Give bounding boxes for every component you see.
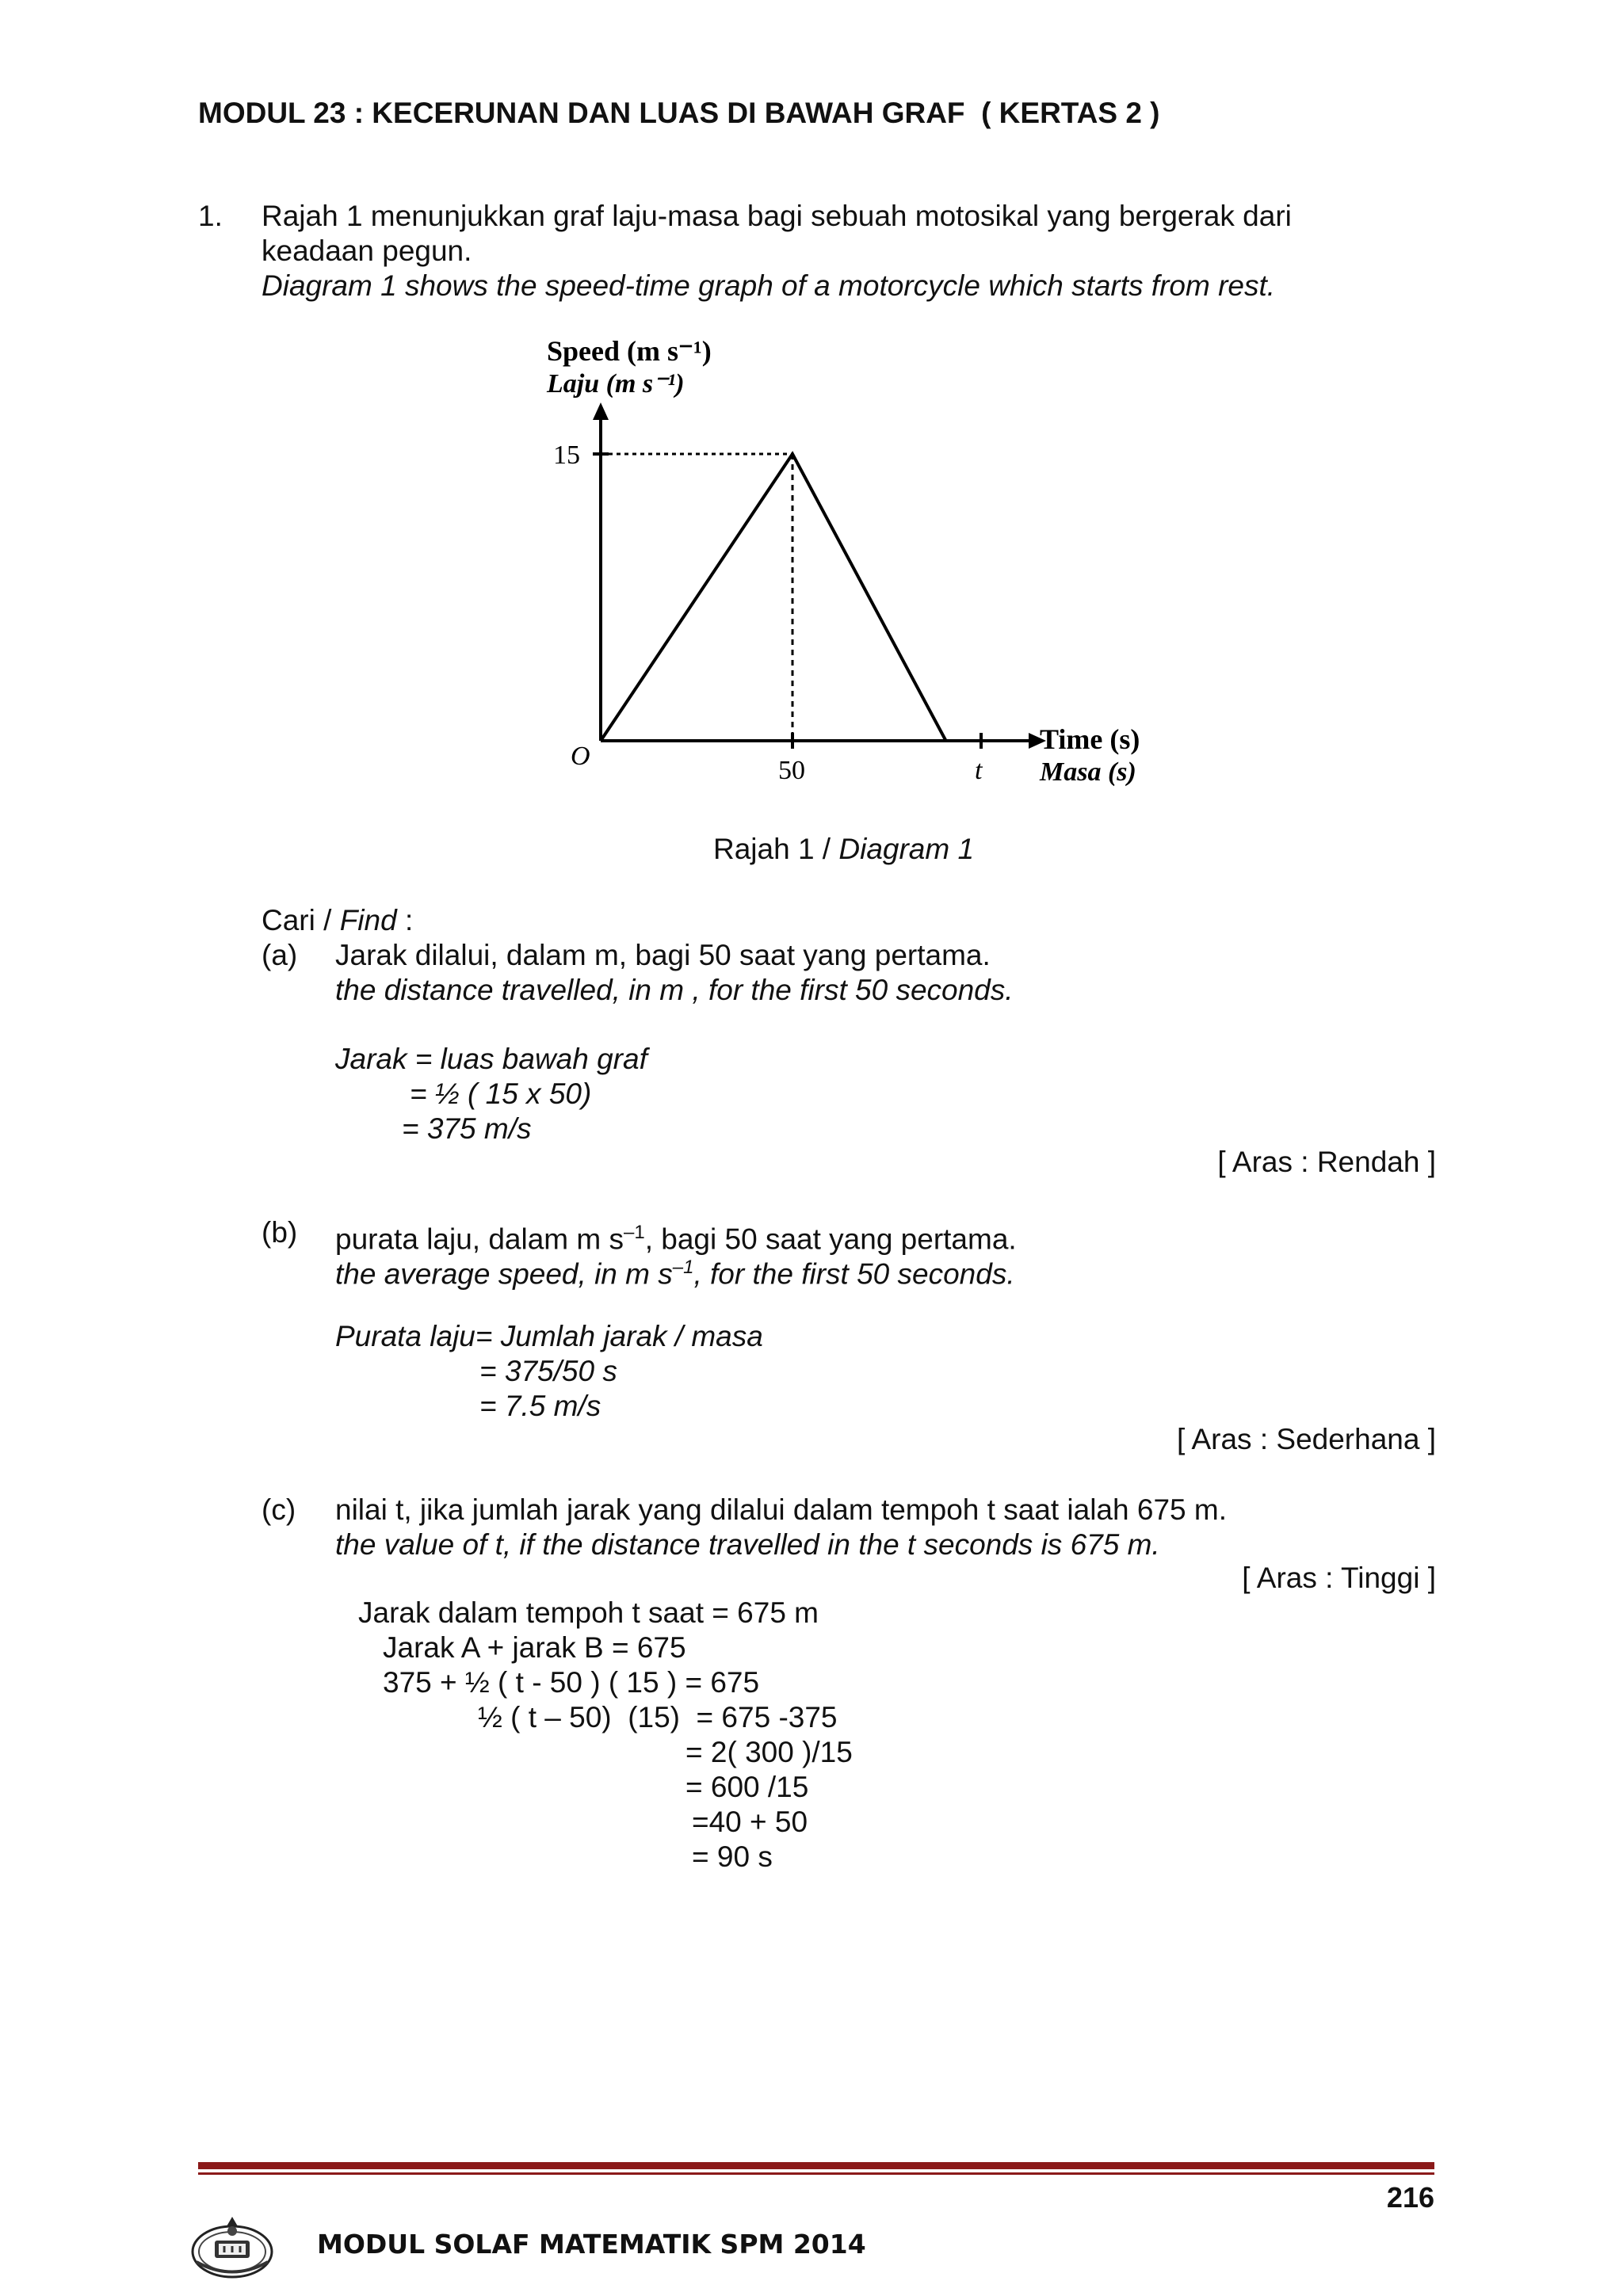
speed-time-line (601, 454, 946, 741)
part-c-answer-line1: Jarak dalam tempoh t saat = 675 m (358, 1596, 819, 1629)
origin-label: O (571, 742, 590, 771)
question-intro-english: Diagram 1 shows the speed-time graph of a motorcycle which starts from rest. (262, 269, 1276, 302)
caption-malay: Rajah 1 / (713, 833, 839, 865)
question-number: 1. (198, 200, 223, 232)
part-a-question-malay: Jarak dilalui, dalam m, bagi 50 saat yang pertama. (335, 939, 991, 971)
part-a-answer-line1: Jarak = luas bawah graf (335, 1043, 647, 1075)
x-tick-label-50: 50 (778, 756, 805, 785)
part-a-label: (a) (262, 939, 298, 971)
part-b-question-english (335, 1250, 1015, 1291)
page-number: 216 (1386, 2181, 1434, 2214)
y-tick-label-15: 15 (553, 441, 580, 470)
part-c-label: (c) (262, 1493, 296, 1526)
x-tick-label-t: t (975, 756, 983, 785)
x-axis-label-english: Time (s) (1040, 723, 1140, 755)
part-b-level: [ Aras : Sederhana ] (1176, 1423, 1436, 1455)
part-b-question-malay-text: purata laju, dalam m s (335, 1222, 624, 1256)
school-crest-logo (189, 2203, 276, 2282)
find-english: Find (339, 904, 397, 936)
y-axis-arrow-icon (593, 402, 609, 420)
part-b-answer-line2: = 375/50 s (479, 1355, 617, 1387)
part-a-level: [ Aras : Rendah ] (1217, 1146, 1436, 1178)
find-colon: : (396, 904, 414, 936)
part-c-answer-line7: =40 + 50 (692, 1806, 808, 1838)
question-intro-malay-line2: keadaan pegun. (262, 235, 472, 267)
part-c-answer-line5: = 2( 300 )/15 (685, 1736, 853, 1768)
part-b-question-malay-text-end: , bagi 50 saat yang pertama. (644, 1222, 1017, 1256)
part-b-question-english-text: the average speed, in m s (335, 1257, 673, 1291)
series-speed-time (601, 454, 946, 741)
footer-module-name: MODUL SOLAF MATEMATIK SPM 2014 (317, 2229, 866, 2260)
x-axis-label-malay: Masa (s) (1040, 757, 1136, 787)
footer-rule-thin (198, 2172, 1434, 2175)
part-c-answer-line8: = 90 s (692, 1840, 773, 1873)
find-malay: Cari / (262, 904, 340, 936)
part-b-answer-line3: = 7.5 m/s (479, 1390, 601, 1422)
part-b-answer-line1: Purata laju= Jumlah jarak / masa (335, 1320, 763, 1352)
part-c-answer-line6: = 600 /15 (685, 1771, 809, 1803)
y-axis-label-malay: Laju (m s⁻¹) (547, 369, 685, 399)
superscript: –1 (624, 1222, 645, 1243)
speed-time-graph (523, 321, 1189, 812)
caption-english: Diagram 1 (838, 833, 975, 865)
superscript: –1 (672, 1257, 694, 1278)
part-a-answer-line3: = 375 m/s (402, 1112, 532, 1145)
part-c-question-malay: nilai t, jika jumlah jarak yang dilalui dalam tempoh t saat ialah 675 m. (335, 1493, 1227, 1526)
footer-rule-thick (198, 2162, 1434, 2169)
find-label (262, 903, 413, 938)
question-intro-malay-line1: Rajah 1 menunjukkan graf laju-masa bagi sebuah motosikal yang bergerak dari (262, 200, 1292, 232)
part-c-level: [ Aras : Tinggi ] (1242, 1562, 1436, 1594)
part-c-answer-line2: Jarak A + jarak B = 675 (383, 1631, 686, 1664)
part-c-question-english: the value of t, if the distance travelled in the t seconds is 675 m. (335, 1528, 1160, 1561)
part-b-question-english-text-end: , for the first 50 seconds. (693, 1257, 1015, 1291)
part-c-answer-line3: 375 + ½ ( t - 50 ) ( 15 ) = 675 (383, 1666, 760, 1699)
part-b-label: (b) (262, 1216, 298, 1249)
part-a-answer-line2: = ½ ( 15 x 50) (410, 1077, 592, 1110)
y-axis-label-english: Speed (m s⁻¹) (547, 335, 712, 367)
page-title: MODUL 23 : KECERUNAN DAN LUAS DI BAWAH GRAF ( KERTAS 2 ) (198, 97, 1160, 129)
part-a-question-english: the distance travelled, in m , for the first 50 seconds. (335, 974, 1014, 1006)
part-c-answer-line4: ½ ( t – 50) (15) = 675 -375 (478, 1701, 838, 1733)
diagram-caption (713, 832, 974, 867)
